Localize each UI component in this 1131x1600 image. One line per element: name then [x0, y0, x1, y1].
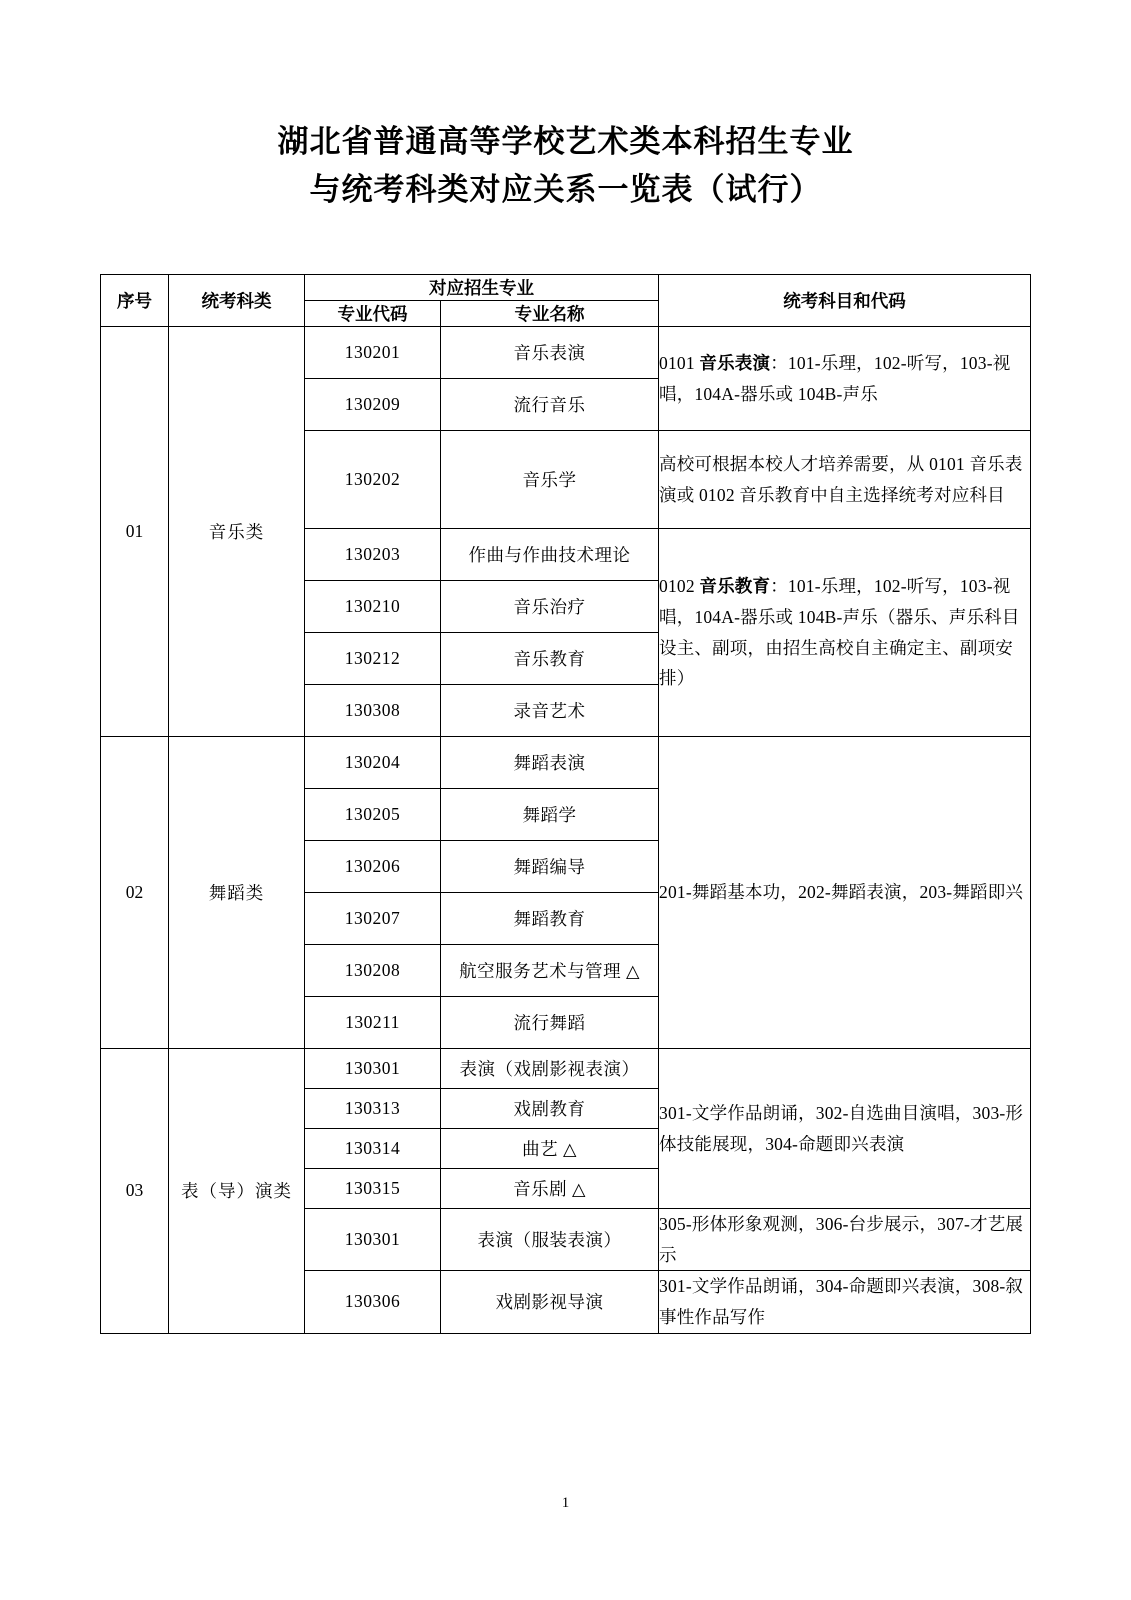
major-name: 作曲与作曲技术理论: [441, 529, 659, 581]
major-name: 音乐教育: [441, 633, 659, 685]
page-number: 1: [561, 1495, 570, 1511]
major-name: 航空服务艺术与管理 △: [441, 945, 659, 997]
major-code: 130210: [305, 581, 441, 633]
row-category: 表（导）演类: [169, 1049, 305, 1334]
subject-codes: 201-舞蹈基本功，202-舞蹈表演，203-舞蹈即兴: [659, 737, 1031, 1049]
major-code: 130205: [305, 789, 441, 841]
major-code: 130211: [305, 997, 441, 1049]
subject-codes: 0102 音乐教育：101-乐理，102-听写，103-视唱，104A-器乐或 104B-声乐（器乐、声乐科目设主、副项，由招生高校自主确定主、副项安排）: [659, 529, 1031, 737]
major-name: 舞蹈学: [441, 789, 659, 841]
row-category: 舞蹈类: [169, 737, 305, 1049]
major-code: 130212: [305, 633, 441, 685]
title-line-2: 与统考科类对应关系一览表（试行）: [309, 172, 822, 208]
major-name: 表演（戏剧影视表演）: [441, 1049, 659, 1089]
major-code: 130208: [305, 945, 441, 997]
header-major-name: 专业名称: [441, 301, 659, 327]
row-seq: 01: [101, 327, 169, 737]
major-name: 戏剧影视导演: [441, 1271, 659, 1333]
subject-codes: 301-文学作品朗诵，304-命题即兴表演，308-叙事性作品写作: [659, 1271, 1031, 1333]
header-major-code: 专业代码: [305, 301, 441, 327]
row-seq: 02: [101, 737, 169, 1049]
subject-codes: 高校可根据本校人才培养需要，从 0101 音乐表演或 0102 音乐教育中自主选择统考对应科目: [659, 431, 1031, 529]
major-name: 流行音乐: [441, 379, 659, 431]
table-header: [101, 275, 1031, 327]
majors-table: [100, 274, 1031, 1334]
major-name: 戏剧教育: [441, 1089, 659, 1129]
header-category: 统考科类: [169, 275, 305, 327]
major-name: 录音艺术: [441, 685, 659, 737]
page-title: [0, 0, 1131, 214]
major-name: 音乐剧 △: [441, 1169, 659, 1209]
row-seq: 03: [101, 1049, 169, 1334]
major-name: 曲艺 △: [441, 1129, 659, 1169]
major-code: 130301: [305, 1049, 441, 1089]
table-row: [101, 737, 1031, 789]
subject-codes: 0101 音乐表演：101-乐理，102-听写，103-视唱，104A-器乐或 104B-声乐: [659, 327, 1031, 431]
table-row: [101, 1049, 1031, 1089]
header-subjects: 统考科目和代码: [659, 275, 1031, 327]
major-code: 130315: [305, 1169, 441, 1209]
major-code: 130314: [305, 1129, 441, 1169]
table-header-row-1: [101, 275, 1031, 301]
major-code: 130206: [305, 841, 441, 893]
subject-codes: 301-文学作品朗诵，302-自选曲目演唱，303-形体技能展现，304-命题即兴表演: [659, 1049, 1031, 1209]
major-name: 表演（服装表演）: [441, 1209, 659, 1271]
major-name: 音乐治疗: [441, 581, 659, 633]
major-code: 130313: [305, 1089, 441, 1129]
major-code: 130203: [305, 529, 441, 581]
major-code: 130306: [305, 1271, 441, 1333]
major-name: 舞蹈编导: [441, 841, 659, 893]
table-body: [101, 327, 1031, 1334]
major-code: 130308: [305, 685, 441, 737]
title-line-1: 湖北省普通高等学校艺术类本科招生专业: [277, 124, 854, 159]
major-name: 舞蹈表演: [441, 737, 659, 789]
major-code: 130207: [305, 893, 441, 945]
major-name: 流行舞蹈: [441, 997, 659, 1049]
major-name: 舞蹈教育: [441, 893, 659, 945]
major-code: 130201: [305, 327, 441, 379]
table-row: [101, 327, 1031, 379]
major-code: 130202: [305, 431, 441, 529]
major-code: 130204: [305, 737, 441, 789]
header-majors-group: 对应招生专业: [305, 275, 659, 301]
subject-codes: 305-形体形象观测，306-台步展示，307-才艺展示: [659, 1209, 1031, 1271]
major-code: 130301: [305, 1209, 441, 1271]
row-category: 音乐类: [169, 327, 305, 737]
major-name: 音乐学: [441, 431, 659, 529]
header-seq: 序号: [101, 275, 169, 327]
major-name: 音乐表演: [441, 327, 659, 379]
major-code: 130209: [305, 379, 441, 431]
